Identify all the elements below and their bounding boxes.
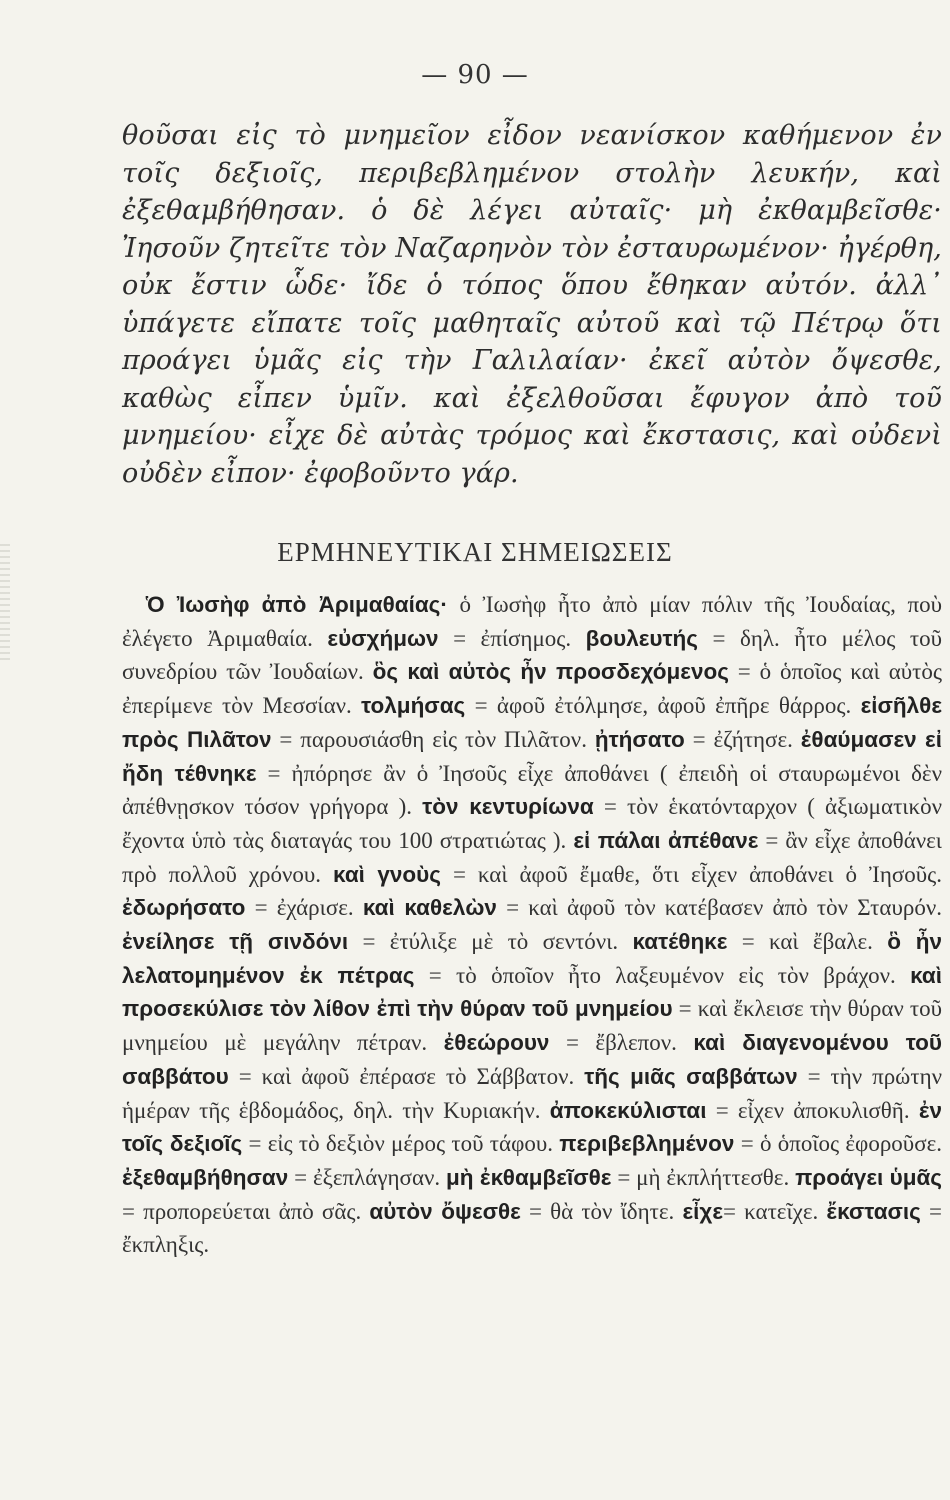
note-term: ἐθεώρουν [443,1030,550,1056]
note-gloss: = καὶ ἀφοῦ ἐπέρασε τὸ Σάββατον. [228,1063,585,1089]
scripture-passage: θοῦσαι εἰς τὸ μνημεῖον εἶδον νεανίσκον καθήμενον ἐν τοῖς δεξιοῖς, περιβεβλημένον στολὴν λευκήν, καὶ ἐξεθαμβήθησαν. ὁ δὲ λέγει αὐταῖς· μὴ ἐκθαμβεῖσθε· Ἰησοῦν ζητεῖτε τὸν Ναζαρηνὸν τὸν ἐσταυρωμένον· ἠγέρθη, οὐκ ἔστιν ὧδε· ἴδε ὁ τόπος ὅπου ἔθηκαν αὐτόν. ἀλλ᾽ ὑπάγετε εἴπατε τοῖς μαθηταῖς αὐτοῦ καὶ τῷ Πέτρῳ ὅτι προάγει ὑμᾶς εἰς τὴν Γαλιλαίαν· ἐκεῖ αὐτὸν ὄψεσθε, καθὼς εἶπεν ὑμῖν. καὶ ἐξελθοῦσαι ἔφυγον ἀπὸ τοῦ μνημείου· εἶχε δὲ αὐτὰς τρόμος καὶ ἔκστασις, καὶ οὐδενὶ οὐδὲν εἶπον· ἐφοβοῦντο γάρ. [122,120,942,489]
page-number: — 90 — [421,60,529,90]
note-gloss: = ὁ ὁποῖος ἐφοροῦσε. [734,1131,943,1157]
note-term: ἔκστασις [826,1198,921,1224]
note-gloss: = ἐπίσημος. [438,625,586,651]
note-term: εἶχε [682,1198,724,1224]
note-term: βουλευτής [585,625,699,651]
note-term: κατέθηκε [632,929,728,955]
note-term: καὶ διαγενομένου τοῦ σαββάτου [122,1030,942,1089]
note-term: προάγει ὑμᾶς [795,1164,943,1190]
note-gloss: = κατεῖχε. [723,1198,827,1224]
note-gloss: = τὸν ἑκατόνταρχον ( ἀξιωματικὸν ἔχοντα ὑπὸ τὰς διαταγάς του 100 στρατιώτας ). [122,794,942,853]
note-gloss: = ἠπόρησε ἂν ὁ Ἰησοῦς εἶχε ἀποθάνει ( ἐπειδὴ οἱ σταυρωμένοι δὲν ἀπέθνῃσκον τόσον γρήγορα ). [122,760,942,820]
note-term: τὸν κεντυρίωνα [422,794,594,820]
note-gloss: = ἐξεπλάγησαν. [288,1164,447,1190]
note-gloss: ὁ Ἰωσὴφ ἦτο ἀπὸ μίαν πόλιν τῆς Ἰουδαίας, ποὺ ἐλέγετο Ἀριμαθαία. [122,592,942,651]
note-gloss: = εἶχεν ἀποκυλισθῆ. [706,1097,919,1123]
note-term: εἰ πάλαι ἀπέθανε [573,827,759,853]
note-gloss: = ἐζήτησε. [684,726,801,752]
note-term: ἐξεθαμβήθησαν [122,1164,289,1190]
note-term: εὐσχήμων [327,625,439,651]
note-term: ἐν τοῖς δεξιοῖς [122,1097,943,1157]
note-gloss: = ἔκπληξις. [122,1198,943,1258]
note-term: ᾐτήσατο [594,726,685,752]
note-gloss: = καὶ ἔκλεισε τὴν θύραν τοῦ μνημείου μὲ μεγάλην πέτραν. [122,996,942,1056]
interpretive-notes [122,588,942,1262]
note-gloss: = καὶ ἔβαλε. [727,929,888,955]
note-gloss: = τὸ ὁποῖον ἦτο λαξευμένον εἰς τὸν βράχον. [414,962,911,988]
note-gloss: = εἰς τὸ δεξιὸν μέρος τοῦ τάφου. [242,1131,560,1157]
note-term: αὐτὸν ὄψεσθε [369,1198,521,1224]
note-gloss: = δηλ. ἦτο μέλος τοῦ συνεδρίου τῶν Ἰουδαίων. [122,625,942,685]
note-gloss: = καὶ ἀφοῦ τὸν κατέβασεν ἀπὸ τὸν Σταυρόν. [496,895,942,921]
note-gloss: = παρουσιάσθη εἰς τὸν Πιλᾶτον. [271,726,595,752]
note-term: εἰσῆλθε πρὸς Πιλᾶτον [122,693,943,752]
note-term: Ὁ Ἰωσὴφ ἀπὸ Ἀριμαθαίας· [146,592,448,617]
note-term: ἀποκεκύλισται [549,1097,707,1123]
note-term: ὃ ἦν λελατομημένον ἐκ πέτρας [122,929,942,988]
note-gloss: = θὰ τὸν ἴδητε. [520,1198,683,1224]
note-gloss: = ἂν εἶχε ἀποθάνει πρὸ πολλοῦ χρόνου. [122,827,942,887]
note-gloss: = τὴν πρώτην ἡμέραν τῆς ἑβδομάδος, δηλ. τὴν Κυριακήν. [122,1063,942,1123]
note-gloss: = ἔβλεπον. [549,1030,694,1056]
note-gloss: = ἐτύλιξε μὲ τὸ σεντόνι. [348,929,633,955]
note-gloss: = καὶ ἀφοῦ ἔμαθε, ὅτι εἶχεν ἀποθάνει ὁ Ἰησοῦς. [440,861,943,887]
note-gloss: = ἐχάρισε. [245,895,363,921]
note-term: καὶ καθελὼν [362,895,497,921]
note-term: μὴ ἐκθαμβεῖσθε [446,1164,612,1190]
note-term: τολμήσας [361,693,466,719]
note-gloss: = προπορεύεται ἀπὸ σᾶς. [122,1198,370,1224]
note-term: ἐθαύμασεν εἰ ἤδη τέθνηκε [122,726,942,786]
note-gloss: = μὴ ἐκπλήττεσθε. [611,1164,796,1190]
note-term: καὶ γνοὺς [333,861,441,887]
note-gloss: = ἀφοῦ ἐτόλμησε, ἀφοῦ ἐπῆρε θάρρος. [465,693,861,719]
note-term: καὶ προσεκύλισε τὸν λίθον ἐπὶ τὴν θύραν τοῦ μνημείου [122,962,943,1022]
note-term: ἐδωρήσατο [122,895,246,921]
note-term: ἐνείλησε τῇ σινδόνι [122,929,349,955]
note-term: ὃς καὶ αὐτὸς ἦν προσδεχόμενος [372,659,729,685]
note-term: τῆς μιᾶς σαββάτων [584,1063,798,1089]
note-gloss: = ὁ ὁποῖος καὶ αὐτὸς ἐπερίμενε τὸν Μεσσίαν. [122,659,942,719]
note-term: περιβεβλημένον [559,1131,735,1157]
section-heading: ΕΡΜΗΝΕΥΤΙΚΑΙ ΣΗΜΕΙΩΣΕΙΣ [277,537,673,567]
